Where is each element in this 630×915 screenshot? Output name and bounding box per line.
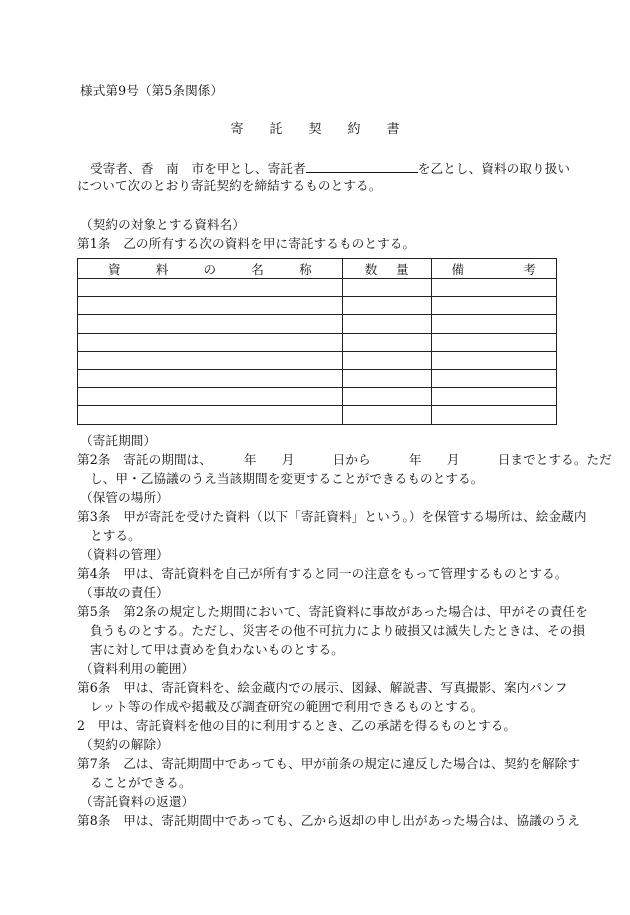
preamble-text-a: 受寄者、香 南 市を甲とし、寄託者 [90, 161, 306, 176]
title-char: 託 [269, 122, 283, 137]
article-7-line-1: 第7条 乙は、寄託期間中であっても、甲が前条の規定に違反した場合は、契約を解除す [77, 756, 581, 771]
article-6-line-3: 2 甲は、寄託資料を他の目的に利用するとき、乙の承諾を得るものとする。 [77, 718, 517, 733]
article-2-heading: （寄託期間） [80, 433, 157, 448]
article-2-line-2: し、甲・乙協議のうえ当該期間を変更することができるものとする。 [90, 471, 484, 486]
table-row [78, 351, 557, 369]
header-char: 名 [251, 262, 264, 277]
table-row [78, 388, 557, 406]
materials-table [77, 258, 557, 425]
table-row [78, 297, 557, 315]
article-5-line-1: 第5条 第2条の規定した期間において、寄託資料に事故があった場合は、甲がその責任を [77, 604, 588, 619]
cell-name[interactable] [78, 351, 343, 369]
cell-quantity[interactable] [342, 351, 431, 369]
form-number: 様式第9号（第5条関係） [80, 83, 224, 98]
cell-quantity[interactable] [342, 369, 431, 387]
cell-name[interactable] [78, 369, 343, 387]
preamble-line-2: について次のとおり寄託契約を締結するものとする。 [77, 178, 382, 193]
table-row [78, 369, 557, 387]
table-header-row [78, 259, 557, 279]
article-5-heading: （事故の責任） [80, 585, 169, 600]
cell-remarks[interactable] [431, 315, 556, 333]
article-1-text: 第1条 乙の所有する次の資料を甲に寄託するものとする。 [77, 236, 416, 251]
title-char: 寄 [230, 122, 244, 137]
preamble-text-b: を乙とし、資料の取り扱い [417, 161, 571, 176]
cell-quantity[interactable] [342, 388, 431, 406]
column-header-name [78, 259, 343, 279]
title-char: 約 [347, 122, 361, 137]
table-row [78, 333, 557, 351]
table-row [78, 315, 557, 333]
header-char: 量 [395, 262, 409, 277]
header-char: 称 [299, 262, 312, 277]
header-char: 料 [155, 262, 169, 277]
article-6-line-2: レット等の作成や掲載及び調査研究の範囲で利用できるものとする。 [90, 699, 484, 714]
cell-remarks[interactable] [431, 406, 556, 424]
cell-remarks[interactable] [431, 279, 556, 297]
article-5-line-3: 害に対して甲は責めを負わないものとする。 [90, 642, 344, 657]
header-char: 備 [451, 262, 465, 277]
cell-quantity[interactable] [342, 279, 431, 297]
article-3-heading: （保管の場所） [80, 490, 169, 505]
article-7-heading: （契約の解除） [80, 737, 169, 752]
cell-remarks[interactable] [431, 351, 556, 369]
article-1-heading: （契約の対象とする資料名） [80, 217, 246, 232]
article-4-heading: （資料の管理） [80, 547, 169, 562]
article-5-line-2: 負うものとする。ただし、災害その他不可抗力により破損又は滅失したときは、その損 [90, 623, 586, 638]
article-7-line-2: ることができる。 [90, 775, 192, 790]
article-4-line-1: 第4条 甲は、寄託資料を自己が所有すると同一の注意をもって管理するものとする。 [77, 566, 568, 581]
article-6-line-1: 第6条 甲は、寄託資料を、絵金蔵内での展示、図録、解説書、写真撮影、案内パンフ [77, 680, 568, 695]
cell-name[interactable] [78, 406, 343, 424]
cell-remarks[interactable] [431, 388, 556, 406]
depositor-name-field[interactable] [306, 159, 418, 173]
title-char: 契 [308, 122, 322, 137]
cell-name[interactable] [78, 315, 343, 333]
article-3-line-1: 第3条 甲が寄託を受けた資料（以下「寄託資料」という。）を保管する場所は、絵金蔵内 [77, 509, 587, 524]
header-char: 数 [364, 262, 378, 277]
article-6-heading: （資料利用の範囲） [80, 661, 195, 676]
column-header-remarks [431, 259, 556, 279]
cell-remarks[interactable] [431, 297, 556, 315]
table-row [78, 279, 557, 297]
header-char: 考 [523, 262, 536, 277]
cell-remarks[interactable] [431, 369, 556, 387]
header-char: の [203, 262, 217, 277]
cell-name[interactable] [78, 333, 343, 351]
cell-quantity[interactable] [342, 315, 431, 333]
cell-name[interactable] [78, 279, 343, 297]
cell-name[interactable] [78, 297, 343, 315]
table-row [78, 406, 557, 424]
preamble-line-1 [90, 159, 570, 178]
header-char: 資 [108, 262, 121, 277]
cell-remarks[interactable] [431, 333, 556, 351]
article-2-line-1: 第2条 寄託の期間は、 年 月 日から 年 月 日までとする。ただ [77, 452, 612, 467]
article-3-line-2: とする。 [90, 528, 141, 543]
cell-name[interactable] [78, 388, 343, 406]
cell-quantity[interactable] [342, 333, 431, 351]
article-8-line-1: 第8条 甲は、寄託期間中であっても、乙から返却の申し出があった場合は、協議のうえ [77, 813, 580, 828]
column-header-quantity [342, 259, 431, 279]
cell-quantity[interactable] [342, 297, 431, 315]
document-title [0, 121, 630, 139]
cell-quantity[interactable] [342, 406, 431, 424]
title-char: 書 [386, 122, 400, 137]
article-8-heading: （寄託資料の返還） [80, 794, 195, 809]
